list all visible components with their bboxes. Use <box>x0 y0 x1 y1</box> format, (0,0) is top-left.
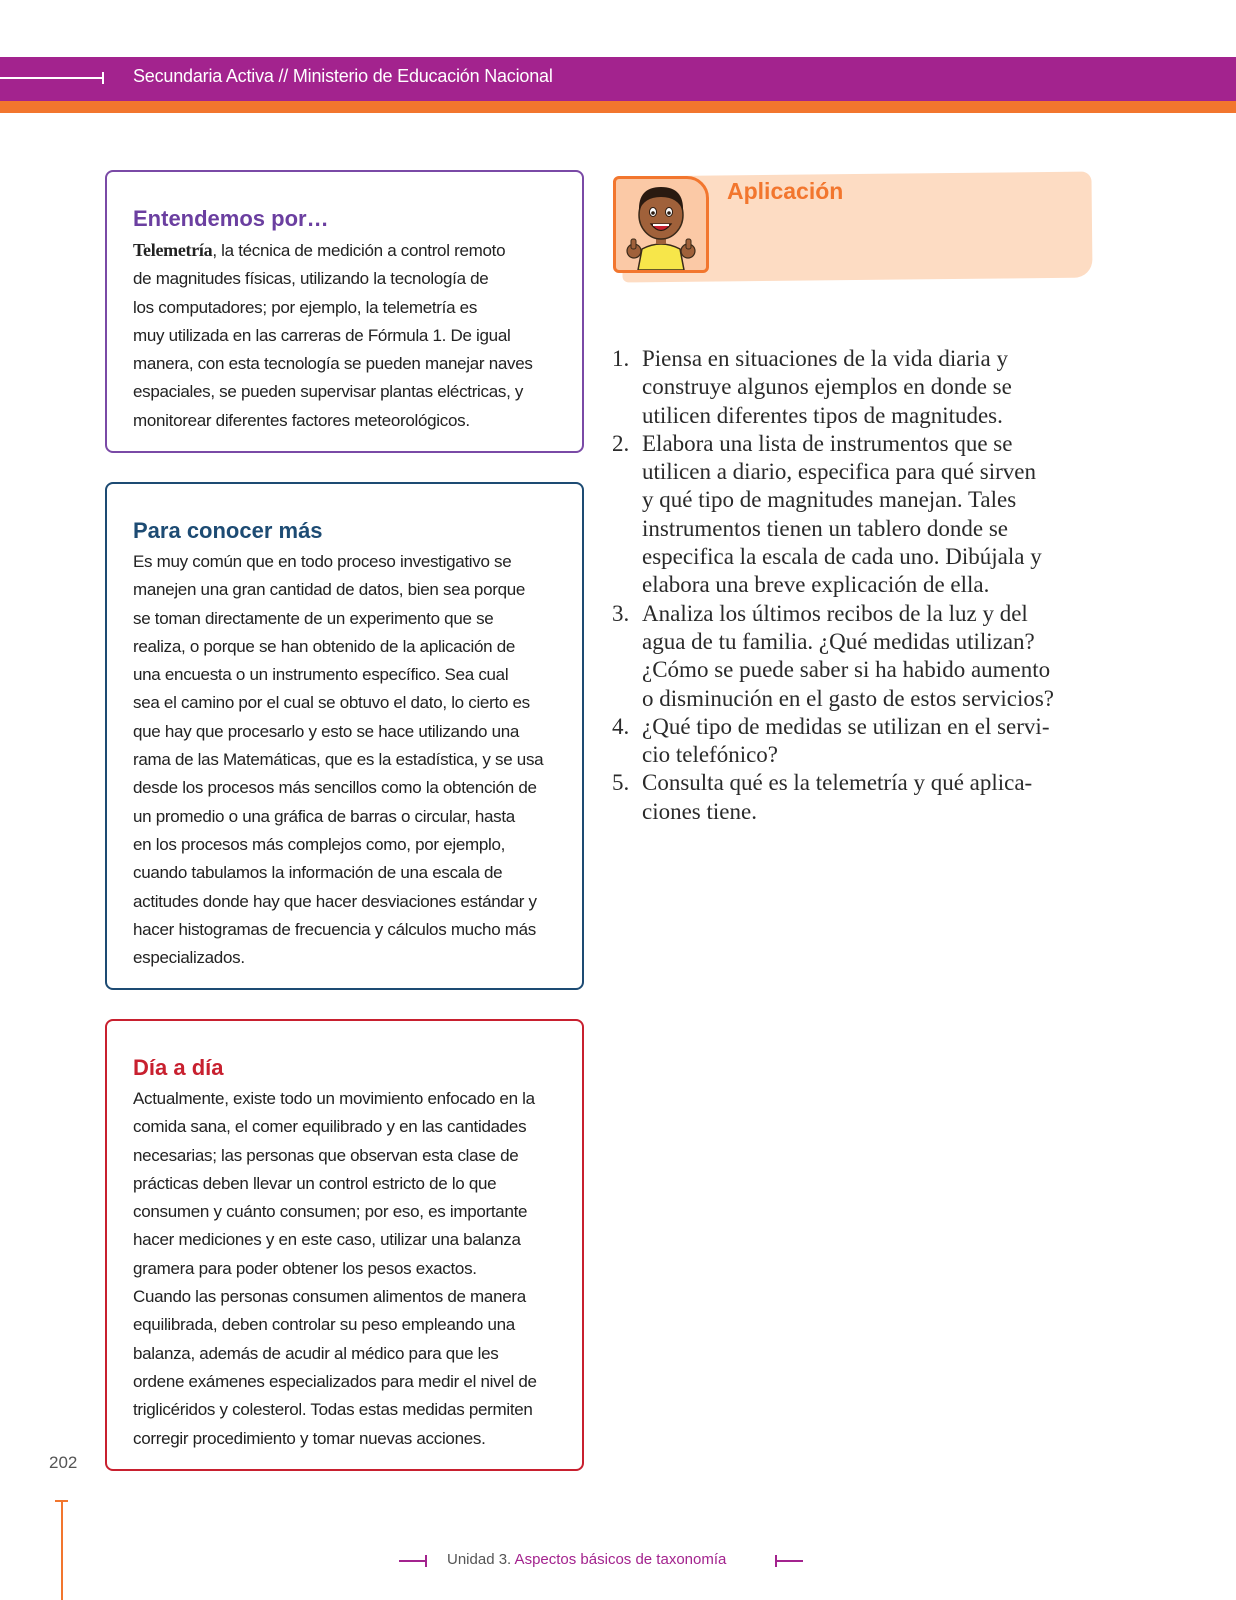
footer-dash-right <box>775 1560 803 1562</box>
student-illustration <box>613 176 709 273</box>
dia-line: ordene exámenes especializados para medir el nivel de <box>133 1371 537 1391</box>
conocer-line: hacer histogramas de frecuencia y cálculos mucho más <box>133 919 536 939</box>
conocer-line: manejen una gran cantidad de datos, bien sea porque <box>133 580 526 600</box>
exercise-line: Elabora una lista de instrumentos que se <box>642 430 1013 456</box>
footer-tick-left <box>425 1555 427 1567</box>
entendemos-line: Telemetría, la técnica de medición a control remoto <box>133 240 506 260</box>
exercise-line: instrumentos tienen un tablero donde se <box>642 515 1009 541</box>
dia-line: equilibrada, deben controlar su peso empleando una <box>133 1315 515 1335</box>
exercise-item <box>610 430 1100 600</box>
exercise-line: elabora una breve explicación de ella. <box>642 572 990 598</box>
dia-a-dia-body <box>133 1085 563 1453</box>
exercise-item <box>610 713 1100 770</box>
conocer-title: Para conocer más <box>133 518 323 543</box>
dia-line: Actualmente, existe todo un movimiento enfocado en la <box>133 1089 535 1108</box>
page-number: 202 <box>49 1453 78 1472</box>
entendemos-line: de magnitudes físicas, utilizando la tecnología de <box>133 269 489 289</box>
entendemos-body <box>133 236 563 435</box>
conocer-line: sea el camino por el cual se obtuvo el dato, lo cierto es <box>133 693 530 713</box>
student-thumbs-up-icon <box>616 179 706 270</box>
exercise-line: o disminución en el gasto de estos servicios? <box>642 685 1055 711</box>
aplicacion-title: Aplicación <box>727 178 844 204</box>
exercise-number: 1. <box>612 346 630 371</box>
header-rule <box>0 77 104 79</box>
header-rule-tick <box>102 72 104 84</box>
footer-topic: Aspectos básicos de taxonomía <box>511 1551 727 1568</box>
entendemos-line: los computadores; por ejemplo, la telemetría es <box>133 297 478 317</box>
conocer-line: desde los procesos más sencillos como la obtención de <box>133 778 537 798</box>
entendemos-box <box>105 170 584 453</box>
exercise-line: Piensa en situaciones de la vida diaria y <box>642 346 1008 371</box>
footer-unit: Unidad 3. <box>447 1551 512 1568</box>
conocer-body <box>133 548 563 972</box>
header-accent-stripe <box>0 101 1236 113</box>
conocer-box <box>105 482 584 990</box>
exercise-line: y qué tipo de magnitudes manejan. Tales <box>642 487 1017 513</box>
exercise-line: utilicen diferentes tipos de magnitudes. <box>642 402 1003 428</box>
conocer-line: se toman directamente de un experimento que se <box>133 608 494 628</box>
conocer-line: que hay que procesarlo y esto se hace utilizando una <box>133 721 520 741</box>
exercise-item <box>610 345 1100 430</box>
exercise-number: 2. <box>612 430 630 456</box>
dia-line: prácticas deben llevar un control estricto de lo que <box>133 1173 497 1193</box>
dia-a-dia-box <box>105 1019 584 1471</box>
entendemos-line: muy utilizada en las carreras de Fórmula 1. De igual <box>133 325 511 345</box>
entendemos-title: Entendemos por… <box>133 206 329 231</box>
dia-line: hacer mediciones y en este caso, utilizar una balanza <box>133 1230 521 1250</box>
exercise-line: Consulta qué es la telemetría y qué aplica- <box>642 770 1033 796</box>
exercise-line: ¿Qué tipo de medidas se utilizan en el servi- <box>642 713 1050 739</box>
exercise-line: ¿Cómo se puede saber si ha habido aumento <box>642 657 1051 683</box>
dia-a-dia-title: Día a día <box>133 1055 224 1080</box>
entendemos-line: monitorear diferentes factores meteorológicos. <box>133 410 470 430</box>
left-rule <box>61 1501 63 1600</box>
term-telemetria: Telemetría <box>133 240 213 260</box>
dia-line: corregir procedimiento y tomar nuevas acciones. <box>133 1428 486 1448</box>
exercise-line: ciones tiene. <box>642 798 757 824</box>
exercise-number: 3. <box>612 600 630 626</box>
conocer-line: Es muy común que en todo proceso investigativo se <box>133 552 512 571</box>
header-title: Secundaria Activa // Ministerio de Educación Nacional <box>133 66 553 86</box>
conocer-line: especializados. <box>133 948 245 968</box>
dia-line: Cuando las personas consumen alimentos de manera <box>133 1287 526 1307</box>
dia-line: balanza, además de acudir al médico para que les <box>133 1343 499 1363</box>
exercise-number: 4. <box>612 713 630 739</box>
exercise-number: 5. <box>612 770 630 796</box>
conocer-line: una encuesta o un instrumento específico. Sea cual <box>133 665 509 685</box>
dia-line: consumen y cuánto consumen; por eso, es importante <box>133 1202 528 1222</box>
entendemos-line: manera, con esta tecnología se pueden manejar naves <box>133 354 533 374</box>
conocer-line: realiza, o porque se han obtenido de la aplicación de <box>133 636 515 656</box>
dia-line: triglicéridos y colesterol. Todas estas medidas permiten <box>133 1400 533 1420</box>
conocer-line: en los procesos más complejos como, por ejemplo, <box>133 834 506 854</box>
conocer-line: actitudes donde hay que hacer desviaciones estándar y <box>133 891 537 911</box>
conocer-line: un promedio o una gráfica de barras o circular, hasta <box>133 806 515 826</box>
entendemos-line: espaciales, se pueden supervisar plantas eléctricas, y <box>133 382 524 402</box>
conocer-line: cuando tabulamos la información de una escala de <box>133 863 503 883</box>
exercise-item <box>610 600 1100 713</box>
exercise-line: agua de tu familia. ¿Qué medidas utilizan? <box>642 628 1035 654</box>
exercise-line: especifica la escala de cada uno. Dibújala y <box>642 544 1042 570</box>
exercise-line: utilicen a diario, especifica para qué sirven <box>642 459 1037 485</box>
footer-dash-left <box>399 1560 427 1562</box>
footer-title <box>447 1551 726 1568</box>
dia-line: necesarias; las personas que observan esta clase de <box>133 1145 519 1165</box>
exercise-line: Analiza los últimos recibos de la luz y del <box>642 600 1028 626</box>
exercise-item <box>610 769 1100 826</box>
exercise-line: construye algunos ejemplos en donde se <box>642 374 1012 400</box>
exercise-line: cio telefónico? <box>642 742 779 768</box>
exercise-list <box>610 345 1100 826</box>
conocer-line: rama de las Matemáticas, que es la estadística, y se usa <box>133 750 544 770</box>
dia-line: gramera para poder obtener los pesos exactos. <box>133 1258 477 1278</box>
dia-line: comida sana, el comer equilibrado y en las cantidades <box>133 1117 527 1137</box>
